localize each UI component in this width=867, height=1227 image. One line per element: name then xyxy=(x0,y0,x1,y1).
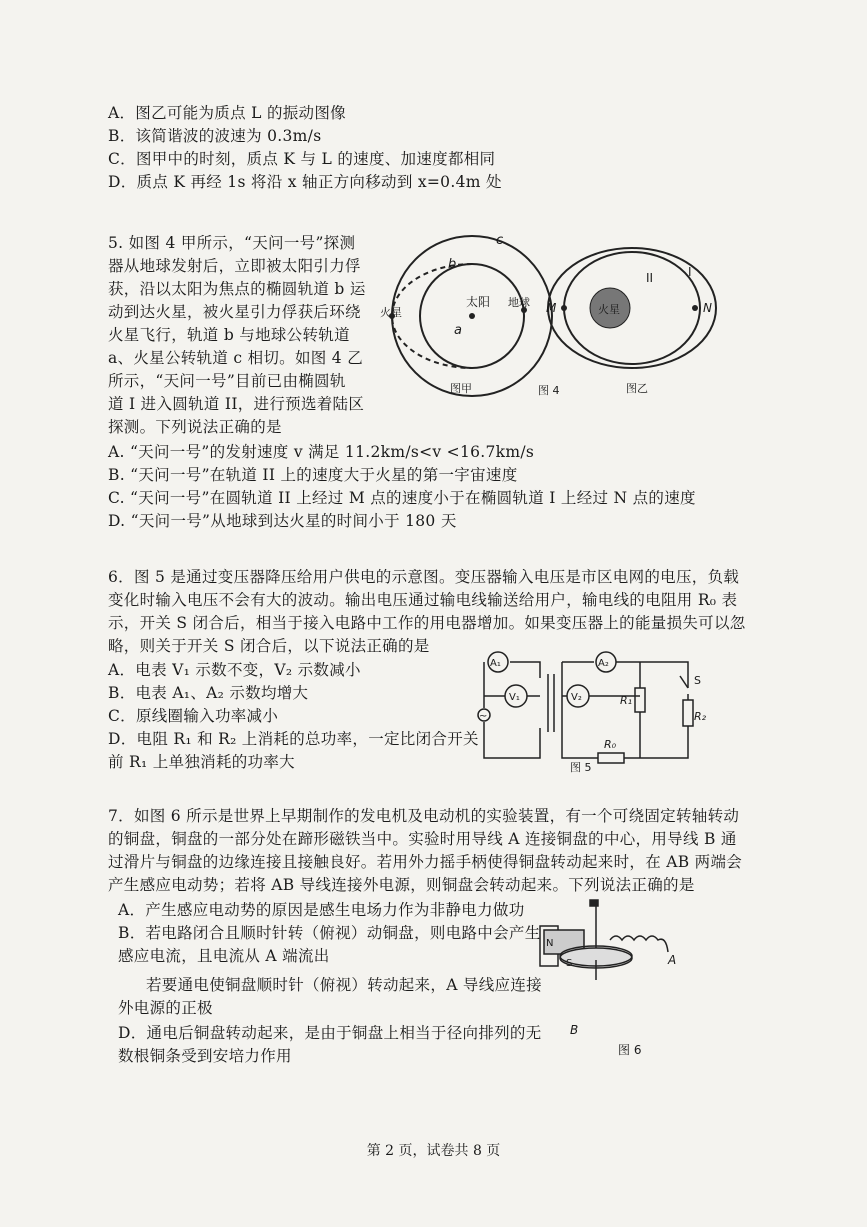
resistor-r1-label: R₁ xyxy=(620,694,633,707)
figure-4-left-caption: 图甲 xyxy=(450,382,472,395)
q6-option-d: D．电阻 R₁ 和 R₂ 上消耗的总功率，一定比闭合开关 xyxy=(108,730,479,748)
q7-stem-line: 7．如图 6 所示是世界上早期制作的发电机及电动机的实验装置，有一个可绕固定转轴转动 xyxy=(108,807,740,825)
q4-option-a: A．图乙可能为质点 L 的振动图像 xyxy=(108,104,346,122)
earth-label: 地球 xyxy=(508,296,530,309)
q7-option-d: D．通电后铜盘转动起来，是由于铜盘上相当于径向排列的无 xyxy=(118,1024,542,1042)
wire-b-label: B xyxy=(570,1023,579,1037)
ammeter-a1-label: A₁ xyxy=(490,658,501,669)
q5-stem-line: 动到达火星，被火星引力俘获后环绕 xyxy=(108,303,361,321)
voltmeter-v2-label: V₂ xyxy=(571,692,582,703)
page-footer: 第 2 页，试卷共 8 页 xyxy=(366,1143,501,1159)
magnet-n-label: N xyxy=(546,938,554,949)
q5-stem-line: 5. 如图 4 甲所示，“天问一号”探测 xyxy=(108,234,356,252)
figure-5 xyxy=(470,648,710,773)
q6-stem-line: 略，则关于开关 S 闭合后，以下说法正确的是 xyxy=(108,637,430,655)
mars-label-right: 火星 xyxy=(598,303,620,316)
q5-option-a: A. “天问一号”的发射速度 v 满足 11.2km/s<v <16.7km/s xyxy=(108,443,535,461)
q4-option-c: C．图甲中的时刻，质点 K 与 L 的速度、加速度都相同 xyxy=(108,150,496,168)
q7-option-b: B．若电路闭合且顺时针转（俯视）动铜盘，则电路中会产生 xyxy=(118,924,541,942)
figure-6 xyxy=(530,900,680,1060)
switch-s-label: S xyxy=(694,674,701,687)
q6-stem-line: 变化时输入电压不会有大的波动。输出电压通过输电线输送给用户，输电线的电阻用 R₀ 表 xyxy=(108,591,738,609)
q7-option-a: A．产生感应电动势的原因是感生电场力作为非静电力做功 xyxy=(118,901,525,919)
magnet-s-label: S xyxy=(566,958,573,969)
resistor-r0-label: R₀ xyxy=(604,738,617,751)
resistor-r2-label: R₂ xyxy=(694,710,707,723)
figure-4-right-caption: 图乙 xyxy=(626,382,648,395)
figure-4-left xyxy=(380,233,552,396)
q7-stem-line: 的铜盘，铜盘的一部分处在蹄形磁铁当中。实验时用导线 A 连接铜盘的中心，用导线 B 通 xyxy=(108,830,737,848)
figure-5-caption: 图 5 xyxy=(570,761,592,774)
q5-stem-line: 道 I 进入圆轨道 II，进行预选着陆区 xyxy=(108,395,365,413)
orbit-a-label: a xyxy=(454,323,462,338)
orbit-b-label: b xyxy=(448,257,457,272)
figure-6-caption: 图 6 xyxy=(618,1043,642,1057)
q5-stem-line: 获，沿以太阳为焦点的椭圆轨道 b 运 xyxy=(108,280,366,298)
q7-option-c-cont: 外电源的正极 xyxy=(118,999,213,1017)
point-m-label: M xyxy=(546,301,557,315)
q5-stem-line: a、火星公转轨道 c 相切。如图 4 乙 xyxy=(108,349,363,367)
q7-stem-line: 产生感应电动势；若将 AB 导线连接外电源，则铜盘会转动起来。下列说法正确的是 xyxy=(108,876,695,894)
wire-a-label: A xyxy=(668,953,677,967)
q6-option-b: B．电表 A₁、A₂ 示数均增大 xyxy=(108,684,309,702)
ammeter-a2-label: A₂ xyxy=(598,658,609,669)
q5-option-d: D. “天问一号”从地球到达火星的时间小于 180 天 xyxy=(108,512,457,530)
q5-stem-line: 火星飞行，轨道 b 与地球公转轨道 xyxy=(108,326,350,344)
q6-option-a: A．电表 V₁ 示数不变，V₂ 示数减小 xyxy=(108,661,361,679)
q5-stem-line: 探测。下列说法正确的是 xyxy=(108,418,282,436)
q5-option-b: B. “天问一号”在轨道 II 上的速度大于火星的第一宇宙速度 xyxy=(108,466,518,484)
figure-4-right xyxy=(546,248,716,395)
voltmeter-v1-label: V₁ xyxy=(509,692,520,703)
q6-option-d-cont: 前 R₁ 上单独消耗的功率大 xyxy=(108,753,295,771)
q7-option-b-cont: 感应电流，且电流从 A 端流出 xyxy=(118,947,330,965)
point-n-label: N xyxy=(703,301,712,315)
q6-option-c: C．原线圈输入功率减小 xyxy=(108,707,279,725)
q6-stem-line: 示，开关 S 闭合后，相当于接入电路中工作的用电器增加。如果变压器上的能量损失可以忽 xyxy=(108,614,746,632)
q7-stem-line: 过滑片与铜盘的边缘连接且接触良好。若用外力摇手柄使得铜盘转动起来时，在 AB 两端会 xyxy=(108,853,743,871)
q5-stem-line: 器从地球发射后，立即被太阳引力俘 xyxy=(108,257,361,275)
sun-label: 太阳 xyxy=(466,295,491,309)
q4-option-d: D．质点 K 再经 1s 将沿 x 轴正方向移动到 x=0.4m 处 xyxy=(108,173,502,191)
figure-4 xyxy=(370,232,730,412)
orbit-c-label: c xyxy=(496,233,504,248)
figure-4-caption: 图 4 xyxy=(538,384,560,397)
ac-source-symbol: ~ xyxy=(479,711,488,722)
orbit-1-label: I xyxy=(688,265,692,279)
orbit-2-label: II xyxy=(646,271,654,285)
q6-stem-line: 6．图 5 是通过变压器降压给用户供电的示意图。变压器输入电压是市区电网的电压，负载 xyxy=(108,568,740,586)
q7-option-c: 若要通电使铜盘顺时针（俯视）转动起来，A 导线应连接 xyxy=(146,976,542,994)
q7-option-d-cont: 数根铜条受到安培力作用 xyxy=(118,1047,292,1065)
mars-label-left: 火星 xyxy=(380,306,402,319)
q4-option-b: B．该简谐波的波速为 0.3m/s xyxy=(108,127,322,145)
q5-stem-line: 所示，“天问一号”目前已由椭圆轨 xyxy=(108,372,346,390)
q5-option-c: C. “天问一号”在圆轨道 II 上经过 M 点的速度小于在椭圆轨道 I 上经过 N 点的速度 xyxy=(108,489,696,507)
